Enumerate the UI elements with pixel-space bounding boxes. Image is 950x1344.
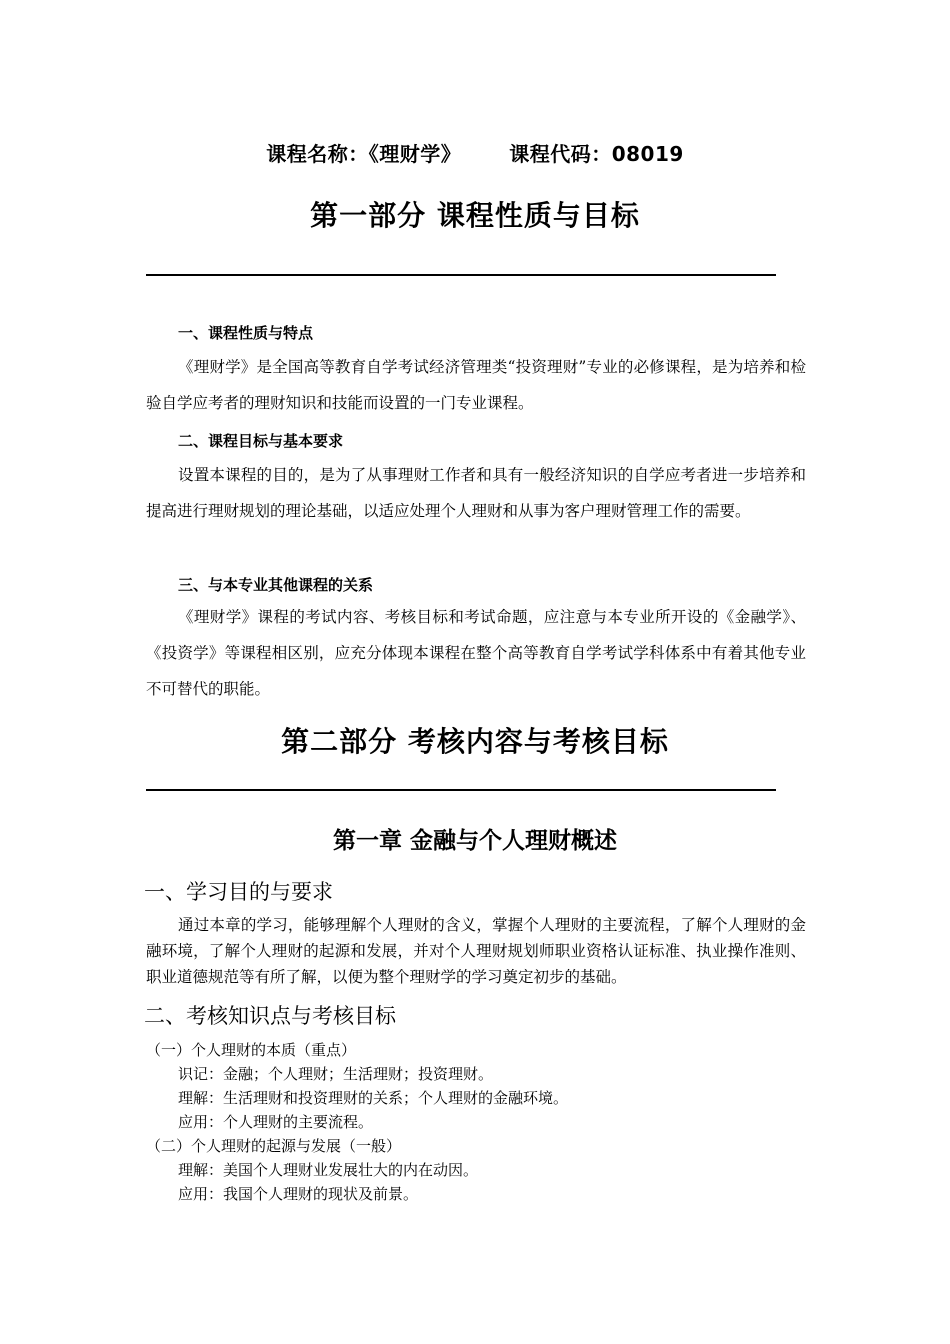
section-text-relations: 《理财学》课程的考试内容、考核目标和考试命题，应注意与本专业所开设的《金融学》、《投资学》等课程相区别，应充分体现本课程在整个高等教育自学考试学科体系中有着其他专业不可替代的职能。 <box>146 608 806 698</box>
section-text-goals: 设置本课程的目的，是为了从事理财工作者和具有一般经济知识的自学应考者进一步培养和提高进行理财规划的理论基础，以适应处理个人理财和从事为客户理财管理工作的需要。 <box>146 466 806 520</box>
knowledge-outline <box>146 1038 568 1206</box>
part2-title: 第二部分 考核内容与考核目标 <box>281 725 669 758</box>
part1-divider <box>146 274 776 276</box>
section-heading-nature: 一、课程性质与特点 <box>178 324 314 342</box>
outline-item-understand: 理解：生活理财和投资理财的关系；个人理财的金融环境。 <box>178 1089 569 1107</box>
section-heading-goals: 二、课程目标与基本要求 <box>178 432 344 450</box>
outline-item-essence: （一）个人理财的本质（重点） <box>146 1041 357 1059</box>
objectives-heading: 一、学习目的与要求 <box>144 880 333 904</box>
part1-title: 第一部分 课程性质与目标 <box>310 199 640 232</box>
part2-divider <box>146 789 776 791</box>
course-header <box>0 138 950 167</box>
chapter-title: 第一章 金融与个人理财概述 <box>332 828 617 854</box>
objectives-text: 通过本章的学习，能够理解个人理财的含义，掌握个人理财的主要流程，了解个人理财的金融环境，了解个人理财的起源和发展，并对个人理财规划师职业资格认证标准、执业操作准则、职业道德规范等有所了解，以便为整个理财学的学习奠定初步的基础。 <box>146 916 806 986</box>
course-name: 课程名称：《理财学》 <box>266 142 462 166</box>
outline-item-apply: 应用：个人理财的主要流程。 <box>178 1113 374 1131</box>
course-code: 课程代码：08019 <box>509 142 684 166</box>
outline-item-apply-origin: 应用：我国个人理财的现状及前景。 <box>178 1185 419 1203</box>
section-heading-relations: 三、与本专业其他课程的关系 <box>178 576 374 594</box>
section-text-nature: 《理财学》是全国高等教育自学考试经济管理类“投资理财”专业的必修课程，是为培养和检验自学应考者的理财知识和技能而设置的一门专业课程。 <box>146 358 806 412</box>
outline-item-recall: 识记：金融；个人理财；生活理财；投资理财。 <box>178 1065 494 1083</box>
outline-item-understand-origin: 理解：美国个人理财业发展壮大的内在动因。 <box>178 1161 479 1179</box>
outline-item-origin: （二）个人理财的起源与发展（一般） <box>146 1137 402 1155</box>
knowledge-heading: 二、考核知识点与考核目标 <box>144 1004 396 1028</box>
